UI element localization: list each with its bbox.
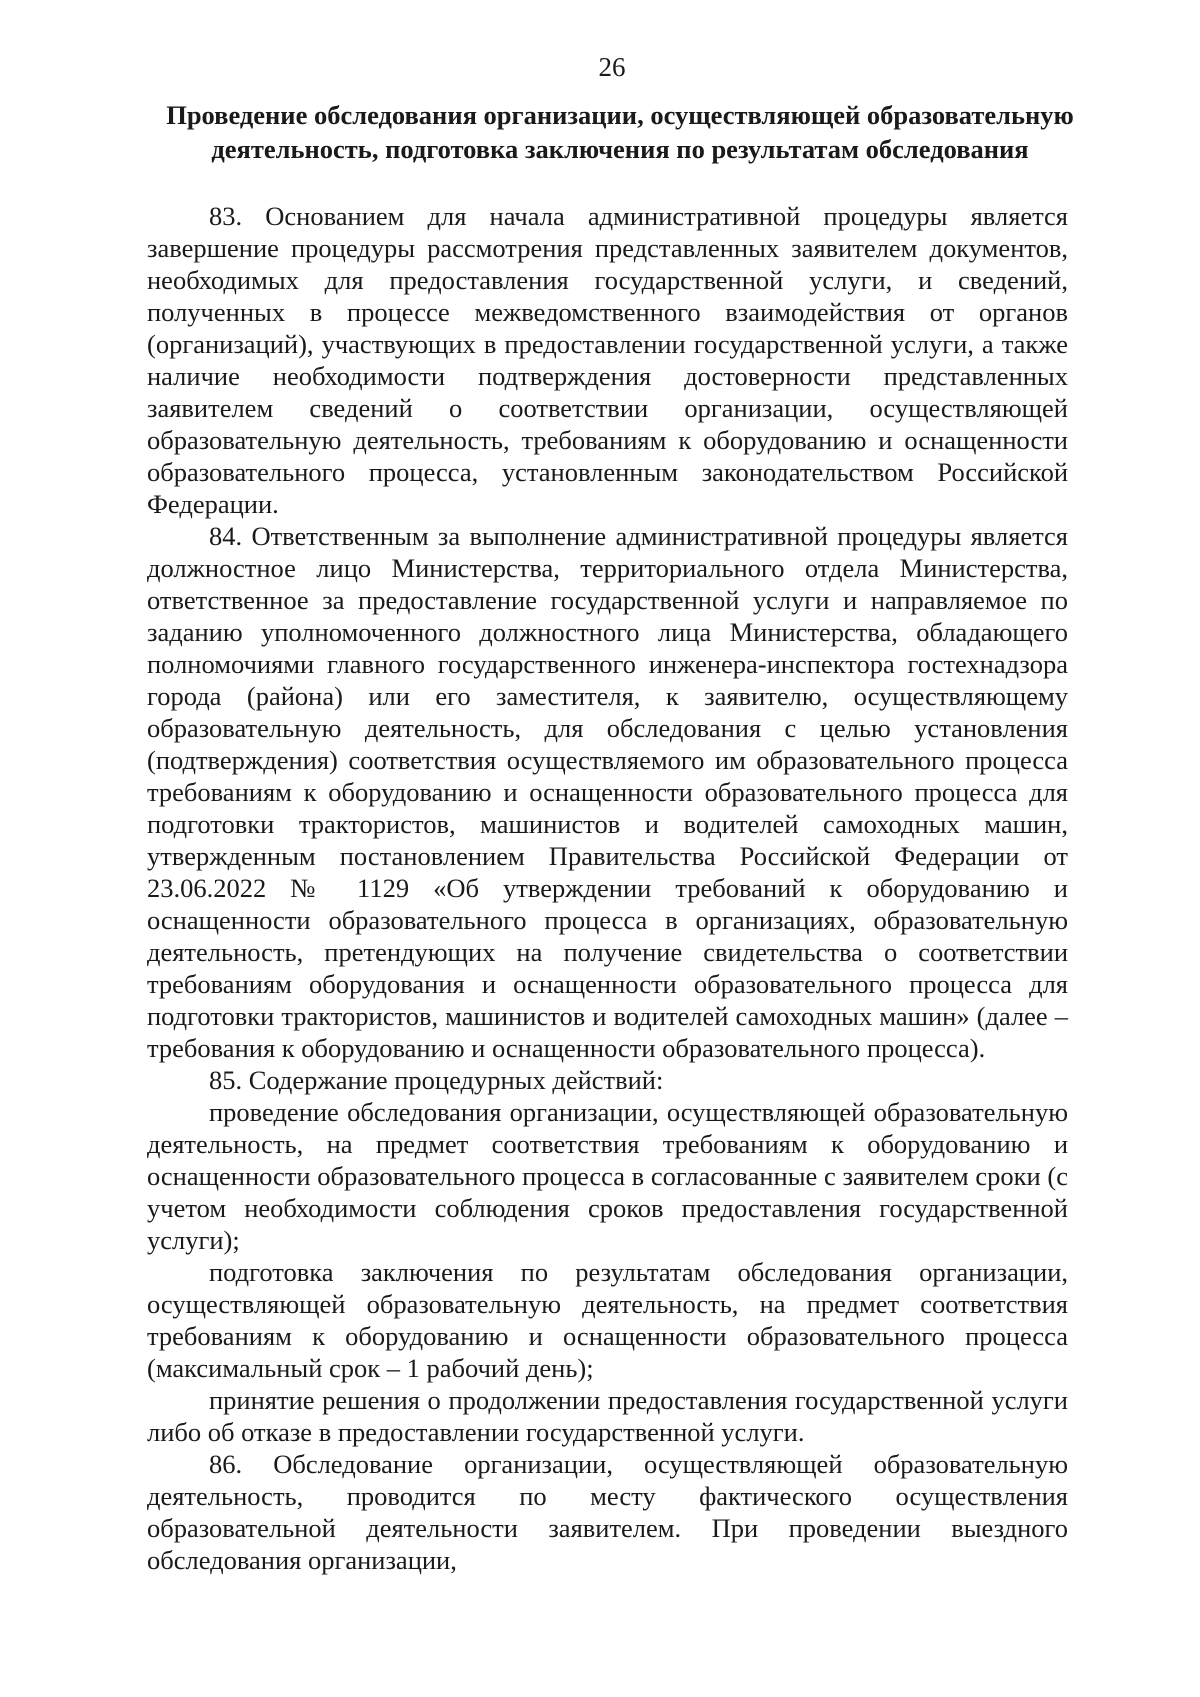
paragraph-85: 85. Содержание процедурных действий: [209,1065,664,1095]
section-title-line-2: деятельность, подготовка заключения по результатам обследования [211,134,1029,164]
paragraph-85-item-3: принятие решения о продолжении предоставления государственной услуги либо об отказе в предоставлении государственной услуги. [147,1385,1068,1447]
section-title-line-1: Проведение обследования организации, осуществляющей образовательную [166,100,1074,130]
section-title [160,98,1080,166]
paragraph-85-item-1: проведение обследования организации, осуществляющей образовательную деятельность, на предмет соответствия требованиям к оборудованию и оснащенности образовательного процесса в согласованные с заявителем сроки (с учетом необходимости соблюдения сроков предоставления государственной услуги); [147,1097,1068,1255]
paragraph-83: 83. Основанием для начала административной процедуры является завершение процедуры рассмотрения представленных заявителем документов, необходимых для предоставления государственной услуги, и сведений, полученных в процессе межведомственного взаимодействия от органов (организаций), участвующих в предоставлении государственной услуги, а также наличие необходимости подтверждения достоверности представленных заявителем сведений о соответствии организации, осуществляющей образовательную деятельность, требованиям к оборудованию и оснащенности образовательного процесса, установленным законодательством Российской Федерации. [147,201,1068,519]
paragraph-86: 86. Обследование организации, осуществляющей образовательную деятельность, проводится по месту фактического осуществления образовательной деятельности заявителем. При проведении выездного обследования организации, [147,1449,1068,1575]
paragraph-84: 84. Ответственным за выполнение административной процедуры является должностное лицо Министерства, территориального отдела Министерства, ответственное за предоставление государственной услуги и направляемое по заданию уполномоченного должностного лица Министерства, обладающего полномочиями главного государственного инженера-инспектора гостехнадзора города (района) или его заместителя, к заявителю, осуществляющему образовательную деятельность, для обследования с целью установления (подтверждения) соответствия осуществляемого им образовательного процесса требованиям к оборудованию и оснащенности образовательного процесса для подготовки трактористов, машинистов и водителей самоходных машин, утвержденным постановлением Правительства Российской Федерации от 23.06.2022 № 1129 «Об утверждении требований к оборудованию и оснащенности образовательного процесса в организациях, образовательную деятельность, претендующих на получение свидетельства о соответствии требованиям оборудования и оснащенности образовательного процесса для подготовки трактористов, машинистов и водителей самоходных машин» (далее – требования к оборудованию и оснащенности образовательного процесса). [147,521,1068,1063]
paragraph-85-item-2: подготовка заключения по результатам обследования организации, осуществляющей образовательную деятельность, на предмет соответствия требованиям к оборудованию и оснащенности образовательного процесса (максимальный срок – 1 рабочий день); [147,1257,1068,1383]
document-body [147,200,1068,1576]
page-number: 26 [598,52,626,82]
